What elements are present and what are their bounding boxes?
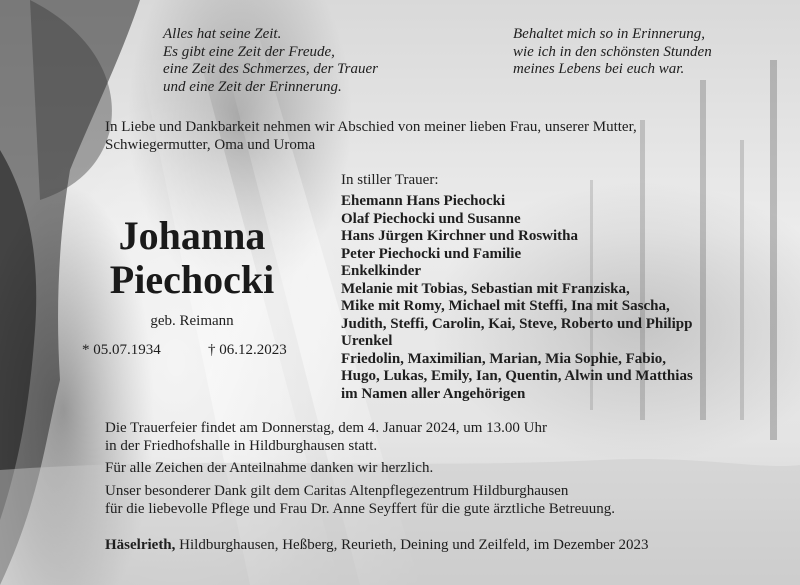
intro-text [105, 119, 637, 154]
mourner-line: im Namen aller Angehörigen [341, 385, 526, 402]
verse-left-line: und eine Zeit der Erinnerung. [163, 78, 342, 95]
maiden-name: geb. Reimann [150, 313, 234, 329]
mourner-line: Olaf Piechocki und Susanne [341, 210, 521, 227]
mourning-heading: In stiller Trauer: [341, 172, 439, 188]
verse-left-line: Es gibt eine Zeit der Freude, [163, 43, 335, 60]
footer-places [105, 537, 649, 555]
intro-line: Schwiegermutter, Oma und Uroma [105, 136, 316, 153]
mourner-line: Mike mit Romy, Michael mit Steffi, Ina mit Sascha, [341, 298, 670, 314]
footer-place-rest: Hildburghausen, Heßberg, Reurieth, Deining und Zeilfeld, im Dezember 2023 [175, 537, 649, 553]
verse-left [163, 26, 378, 96]
verse-left-line: eine Zeit des Schmerzes, der Trauer [163, 61, 378, 77]
mourner-line: Friedolin, Maximilian, Marian, Mia Sophie, Fabio, [341, 350, 667, 367]
mourner-line: Enkelkinder [341, 263, 422, 279]
footer-place-bold: Häselrieth, [105, 537, 176, 553]
mourner-line: Peter Piechocki und Familie [341, 245, 522, 262]
death-date: † 06.12.2023 [208, 342, 287, 358]
thanks-text: Für alle Zeichen der Anteilnahme danken wir herzlich. [105, 460, 434, 476]
verse-right-line: Behaltet mich so in Erinnerung, [513, 26, 706, 42]
verse-right [513, 26, 712, 79]
birth-date: * 05.07.1934 [82, 342, 161, 358]
deceased-first-name: Johanna [118, 213, 266, 258]
verse-left-line: Alles hat seine Zeit. [163, 26, 282, 42]
funeral-info [105, 420, 547, 455]
deceased-name [82, 214, 302, 302]
mourner-line: Hugo, Lukas, Emily, Ian, Quentin, Alwin und Matthias [341, 368, 693, 384]
intro-line: In Liebe und Dankbarkeit nehmen wir Abschied von meiner lieben Frau, unserer Mutter, [105, 119, 637, 135]
special-thanks-line: für die liebevolle Pflege und Frau Dr. Anne Seyffert für die gute ärztliche Betreuung. [105, 500, 615, 517]
mourner-line: Ehemann Hans Piechocki [341, 193, 506, 209]
mourners-list [341, 193, 693, 403]
mourner-line: Hans Jürgen Kirchner und Roswitha [341, 228, 578, 244]
mourner-line: Judith, Steffi, Carolin, Kai, Steve, Roberto und Philipp [341, 315, 693, 332]
funeral-line: Die Trauerfeier findet am Donnerstag, dem 4. Januar 2024, um 13.00 Uhr [105, 420, 547, 436]
mourner-line: Melanie mit Tobias, Sebastian mit Franziska, [341, 280, 630, 297]
funeral-line: in der Friedhofshalle in Hildburghausen statt. [105, 437, 378, 454]
deceased-last-name: Piechocki [109, 257, 275, 302]
special-thanks [105, 483, 615, 518]
verse-right-line: meines Lebens bei euch war. [513, 61, 685, 77]
special-thanks-line: Unser besonderer Dank gilt dem Caritas Altenpflegezentrum Hildburghausen [105, 483, 569, 499]
mourner-line: Urenkel [341, 333, 393, 349]
verse-right-line: wie ich in den schönsten Stunden [513, 43, 712, 60]
